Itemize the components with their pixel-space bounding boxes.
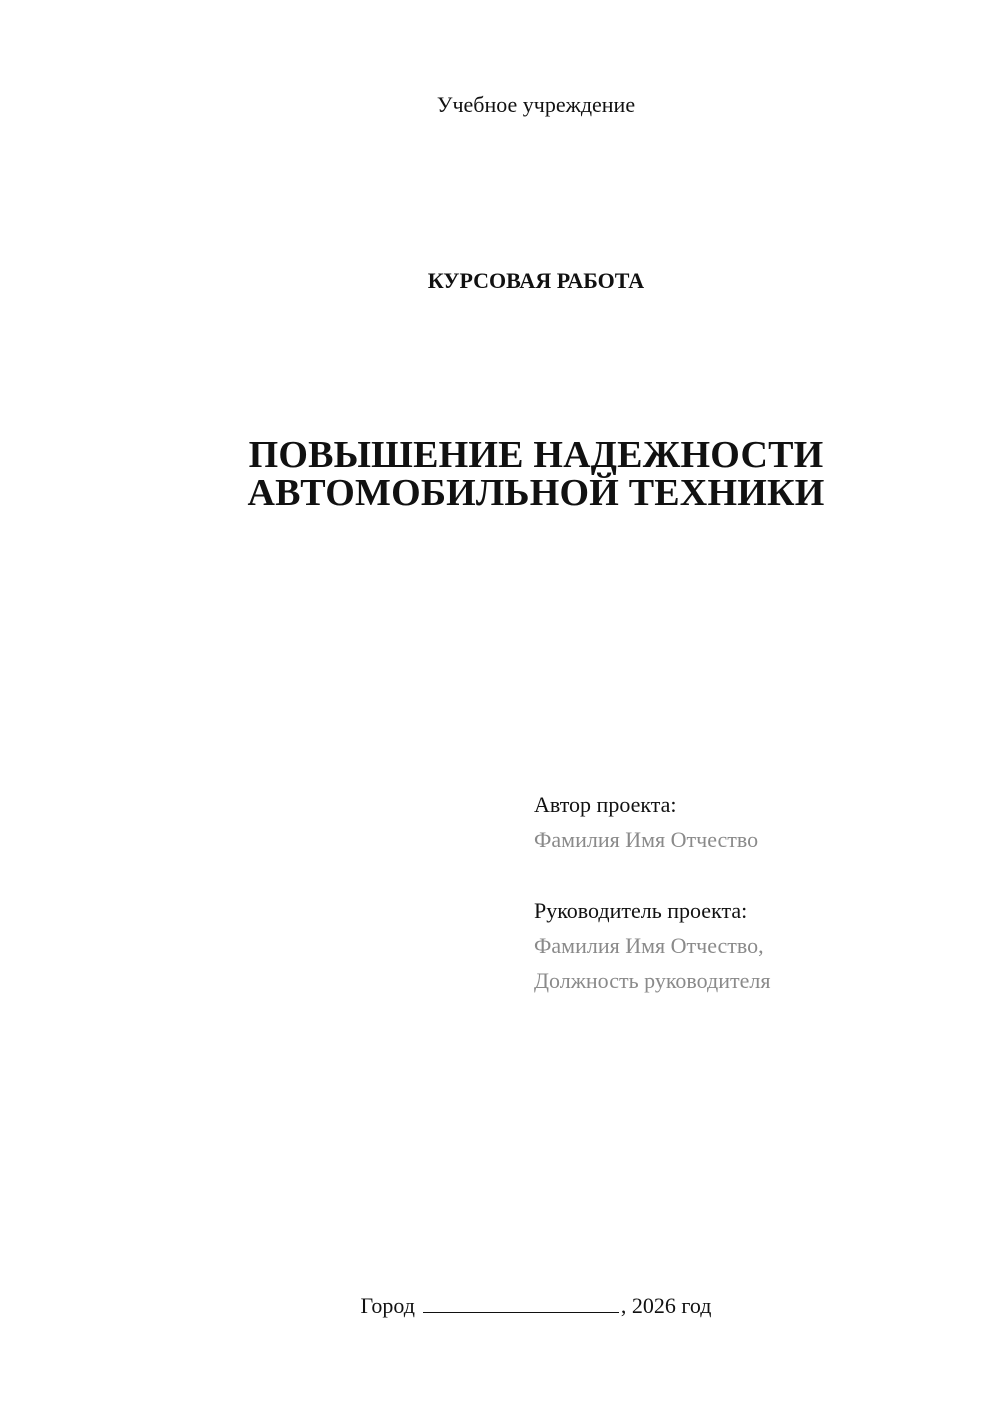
title-line-1: ПОВЫШЕНИЕ НАДЕЖНОСТИ <box>248 434 824 476</box>
institution-name: Учебное учреждение <box>436 92 636 117</box>
city-label: Город <box>360 1293 415 1318</box>
people-block <box>534 787 770 998</box>
author-label: Автор проекта: <box>534 792 677 817</box>
city-blank-line <box>423 1290 619 1313</box>
city-year-line <box>0 1290 1000 1321</box>
supervisor-name: Фамилия Имя Отчество, <box>534 933 764 958</box>
document-type: КУРСОВАЯ РАБОТА <box>427 268 645 293</box>
title-line-2: АВТОМОБИЛЬНОЙ ТЕХНИКИ <box>247 472 825 514</box>
document-title <box>0 436 1000 512</box>
supervisor-position: Должность руководителя <box>534 968 771 993</box>
year-text: , 2026 год <box>620 1293 712 1318</box>
author-name: Фамилия Имя Отчество <box>534 827 759 852</box>
spacer <box>534 857 770 893</box>
supervisor-label: Руководитель проекта: <box>534 898 748 923</box>
